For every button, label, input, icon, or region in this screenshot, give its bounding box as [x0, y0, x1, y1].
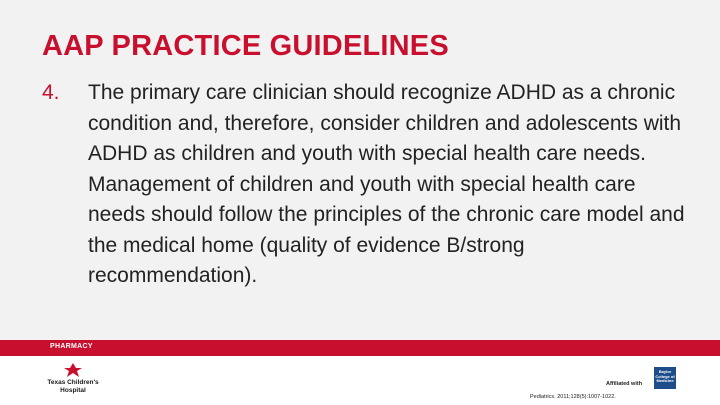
baylor-logo-text: Baylor College of Medicine — [655, 369, 675, 383]
slide-title: AAP PRACTICE GUIDELINES — [42, 30, 449, 62]
guideline-item — [42, 78, 692, 292]
texas-childrens-hospital-logo — [38, 362, 108, 400]
item-text: The primary care clinician should recognize ADHD as a chronic condition and, therefore, consider children and adolescents with ADHD as children and youth with special health care needs. Management of children and youth with special health care needs should follow the principles of the chronic care model and the medical home (quality of evidence B/strong recommendation). — [88, 81, 685, 287]
baylor-logo — [654, 367, 676, 389]
hospital-logo-text: Texas Children's Hospital — [47, 379, 99, 394]
citation: Pediatrics. 2011;128(5):1007-1022. — [530, 394, 616, 400]
item-number: 4. — [42, 81, 60, 104]
footer-bar-label: PHARMACY — [50, 343, 93, 350]
affiliated-label: Affiliated with — [606, 381, 643, 387]
hospital-logo-icon — [60, 362, 86, 378]
footer-bar — [0, 340, 720, 356]
